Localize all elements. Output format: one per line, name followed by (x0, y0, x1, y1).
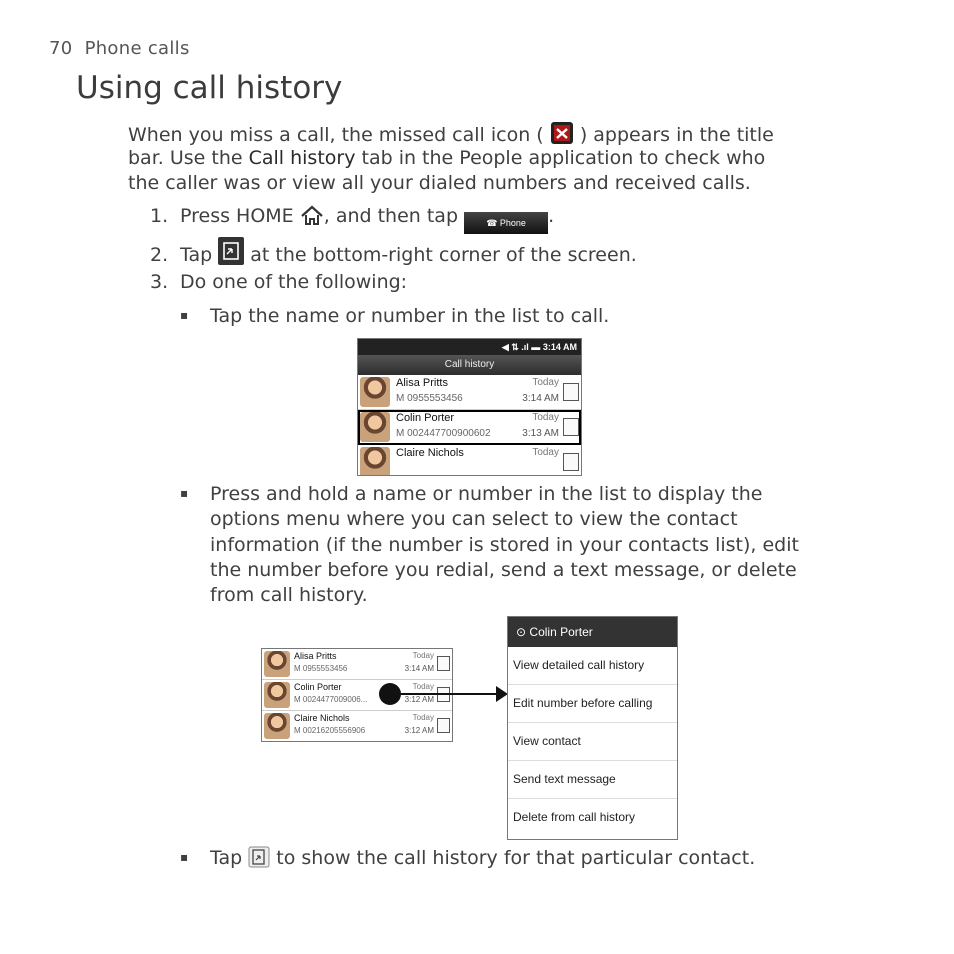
call-history-icon (248, 846, 270, 875)
bullet-2: ▪ Press and hold a name or number in the list to display the options menu where you can select to view the contact information (if the number is stored in your contacts list), edit the number before you redial, send a text message, or delete from call history. (180, 483, 799, 607)
avatar (264, 651, 290, 677)
menu-item-view-contact[interactable]: View contact (508, 723, 677, 761)
avatar (264, 682, 290, 708)
menu-header: ⊙ Colin Porter (508, 617, 677, 647)
step-1: 1. Press HOME , and then tap ☎ Phone . (150, 204, 554, 234)
section-title: Phone calls (84, 38, 190, 59)
list-item[interactable]: Colin Porter M 0024477009006... Today 3:12 AM (262, 680, 452, 711)
call-history-tab-icon (218, 237, 244, 272)
call-history-icon[interactable] (437, 718, 450, 733)
avatar (264, 713, 290, 739)
bullet-3: ▪ Tap to show the call history for that particular contact. (180, 845, 755, 875)
avatar (360, 447, 390, 476)
press-point-dot (379, 683, 401, 705)
avatar (360, 412, 390, 442)
intro-line-2: bar. Use the Call history tab in the People application to check who (128, 147, 766, 169)
call-history-icon[interactable] (563, 418, 579, 436)
list-item[interactable]: Colin Porter M 002447700900602 Today 3:13 AM (358, 410, 581, 445)
phone-button-icon: ☎ Phone (464, 212, 548, 234)
page-title: Using call history (76, 70, 343, 106)
menu-item-send-text-message[interactable]: Send text message (508, 761, 677, 799)
intro-line-1: When you miss a call, the missed call icon ( ) appears in the title (128, 121, 774, 152)
list-item[interactable]: Alisa Pritts M 0955553456 Today 3:14 AM (262, 649, 452, 680)
step-3: 3. Do one of the following: (150, 271, 408, 293)
call-history-term: Call history (248, 147, 356, 169)
step-2: 2. Tap at the bottom-right corner of the screen. (150, 237, 637, 272)
call-history-icon[interactable] (563, 383, 579, 401)
press-hold-arrow (376, 680, 510, 708)
call-history-title-bar: Call history (358, 355, 581, 375)
call-history-icon[interactable] (563, 453, 579, 471)
home-icon (300, 204, 324, 233)
status-bar: ◀ ⇅ .ıl ▬ 3:14 AM (358, 339, 581, 355)
list-item[interactable]: Alisa Pritts M 0955553456 Today 3:14 AM (358, 375, 581, 410)
intro-line-3: the caller was or view all your dialed numbers and received calls. (128, 172, 751, 194)
menu-item-view-detailed-call-history[interactable]: View detailed call history (508, 647, 677, 685)
chevron-down-icon: ⊙ (516, 625, 527, 639)
call-history-icon[interactable] (437, 656, 450, 671)
menu-item-edit-number[interactable]: Edit number before calling (508, 685, 677, 723)
page-header (49, 38, 190, 59)
list-item[interactable]: Claire Nichols M 00216205556906 Today 3:12 AM (262, 711, 452, 742)
menu-item-delete-from-call-history[interactable]: Delete from call history (513, 810, 636, 824)
avatar (360, 377, 390, 407)
call-history-screenshot (357, 338, 582, 476)
list-item[interactable]: Claire Nichols Today (358, 445, 581, 476)
bullet-1: ▪ Tap the name or number in the list to call. (180, 305, 610, 327)
options-menu (507, 616, 678, 840)
page-number: 70 (49, 38, 73, 59)
